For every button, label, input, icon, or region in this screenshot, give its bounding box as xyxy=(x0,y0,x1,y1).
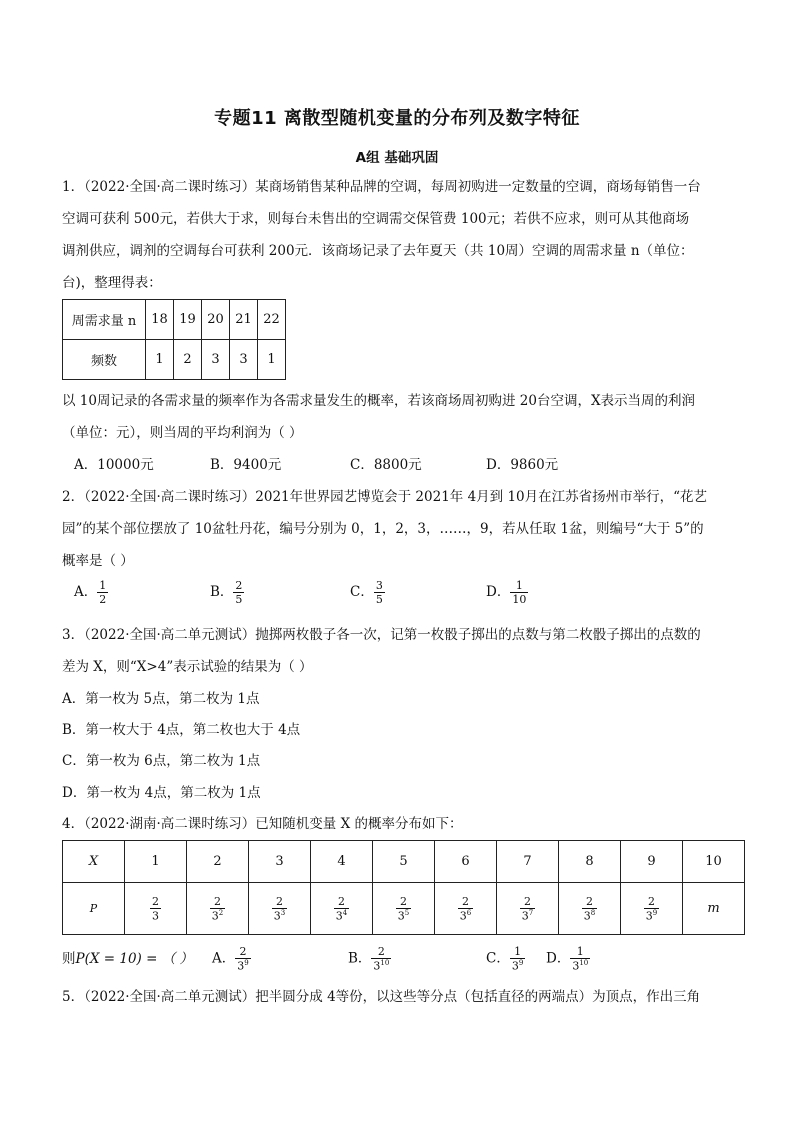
option-b: B．9400元 xyxy=(210,457,282,473)
fraction-denominator: 5 xyxy=(375,593,383,606)
q2-options xyxy=(74,580,714,614)
power-base: 3 xyxy=(273,909,281,923)
power-exponent: 8 xyxy=(590,908,596,917)
fraction-numerator: 2 xyxy=(586,894,593,908)
table-cell: 8 xyxy=(559,841,621,883)
fraction-denominator xyxy=(520,908,535,922)
fraction xyxy=(233,580,244,605)
fraction xyxy=(458,896,473,922)
q2-line: 2．（2022·全国·高二课时练习）2021年世界园艺博览会于 2021年 4月到 10月在江苏省扬州市举行，“花艺 xyxy=(62,489,708,505)
table-cell: 3 xyxy=(230,340,258,380)
power-base: 3 xyxy=(237,959,245,973)
fraction-denominator xyxy=(334,908,349,922)
q2-line: 园”的某个部位摆放了 10盆牡丹花，编号分别为 0，1，2，3，……，9，若从任取 1盆，则编号“大于 5”的 xyxy=(62,521,704,537)
power-exponent: 6 xyxy=(466,908,472,917)
table-cell: 18 xyxy=(146,300,174,340)
fraction xyxy=(97,580,108,605)
q1-line: 1．（2022·全国·高二课时练习）某商场销售某种品牌的空调，每周初购进一定数量的空调，商场每销售一台 xyxy=(62,179,701,195)
q2-line: 概率是（ ） xyxy=(62,553,134,569)
fraction-numerator: 2 xyxy=(377,945,385,958)
power-exponent: 4 xyxy=(342,908,348,917)
fraction-denominator: 10 xyxy=(512,593,527,606)
fraction-numerator: 2 xyxy=(152,894,159,908)
fraction-numerator: 1 xyxy=(576,945,584,958)
fraction xyxy=(510,580,528,605)
fraction-denominator xyxy=(150,908,161,922)
fraction xyxy=(520,896,535,922)
option-a: A．10000元 xyxy=(74,457,154,473)
table-row xyxy=(63,300,286,340)
fraction-numerator: 2 xyxy=(214,894,221,908)
power-base: 3 xyxy=(459,909,467,923)
table-cell: 1 xyxy=(146,340,174,380)
table-cell xyxy=(621,883,683,935)
table-cell: 22 xyxy=(258,300,286,340)
q1-line: 调剂供应，调剂的空调每台可获利 200元．该商场记录了去年夏天（共 10周）空调的周需求量 n（单位： xyxy=(62,243,694,259)
table-header-cell: 周需求量 n xyxy=(63,300,146,340)
fraction-numerator: 2 xyxy=(239,945,247,958)
table-cell: 9 xyxy=(621,841,683,883)
table-cell: 20 xyxy=(202,300,230,340)
fraction-numerator: 2 xyxy=(338,894,345,908)
q1-line: 台)，整理得表： xyxy=(62,275,162,291)
table-cell: 4 xyxy=(311,841,373,883)
power-base: 3 xyxy=(152,909,159,923)
q3-option-d: D．第一枚为 4点，第二枚为 1点 xyxy=(62,785,261,801)
fraction-denominator xyxy=(235,958,250,972)
power-base: 3 xyxy=(645,909,653,923)
table-cell: 6 xyxy=(435,841,497,883)
q1-demand-table xyxy=(62,299,286,380)
table-cell: 3 xyxy=(202,340,230,380)
table-row xyxy=(63,340,286,380)
fraction-denominator xyxy=(582,908,597,922)
fraction-numerator: 3 xyxy=(375,579,383,592)
table-cell: 7 xyxy=(497,841,559,883)
q4-question xyxy=(62,950,193,968)
option-label: D． xyxy=(486,584,511,600)
q4-intro: 4．（2022·湖南·高二课时练习）已知随机变量 X 的概率分布如下： xyxy=(62,816,463,832)
fraction xyxy=(150,896,161,922)
table-cell: 3 xyxy=(249,841,311,883)
option-b xyxy=(348,946,391,972)
table-cell: 1 xyxy=(125,841,187,883)
option-c: C．8800元 xyxy=(350,457,422,473)
option-a xyxy=(74,580,108,605)
q3-option-a: A．第一枚为 5点，第二枚为 1点 xyxy=(62,691,260,707)
power-exponent: 3 xyxy=(280,908,286,917)
fraction xyxy=(272,896,287,922)
table-cell xyxy=(559,883,621,935)
table-cell xyxy=(187,883,249,935)
fraction xyxy=(582,896,597,922)
option-c xyxy=(486,946,525,972)
table-header-cell: 频数 xyxy=(63,340,146,380)
option-b xyxy=(210,580,244,605)
fraction-denominator xyxy=(570,958,590,972)
fraction xyxy=(334,896,349,922)
option-a xyxy=(212,946,251,972)
fraction-numerator: 2 xyxy=(648,894,655,908)
table-cell xyxy=(311,883,373,935)
q3-option-b: B．第一枚大于 4点，第二枚也大于 4点 xyxy=(62,722,301,738)
option-label: C． xyxy=(350,584,374,600)
option-c xyxy=(350,580,385,605)
q3-option-c: C．第一枚为 6点，第二枚为 1点 xyxy=(62,753,261,769)
fraction-numerator: 2 xyxy=(462,894,469,908)
table-cell xyxy=(435,883,497,935)
table-cell xyxy=(249,883,311,935)
fraction-denominator: 2 xyxy=(99,593,107,606)
table-cell: 5 xyxy=(373,841,435,883)
table-row xyxy=(63,841,745,883)
option-d: D．9860元 xyxy=(486,457,559,473)
power-base: 3 xyxy=(211,909,219,923)
q3-line: 3．（2022·全国·高二单元测试）抛掷两枚骰子各一次，记第一枚骰子掷出的点数与第二枚骰子掷出的点数的 xyxy=(62,627,701,643)
option-d xyxy=(486,580,528,605)
power-base: 3 xyxy=(572,959,580,973)
table-header-cell: X xyxy=(63,841,125,883)
fraction-numerator: 2 xyxy=(400,894,407,908)
fraction xyxy=(371,946,391,972)
fraction xyxy=(570,946,590,972)
section-heading: A组 基础巩固 xyxy=(355,150,439,166)
power-base: 3 xyxy=(511,959,519,973)
power-base: 3 xyxy=(583,909,591,923)
table-header-cell: P xyxy=(63,883,125,935)
fraction-denominator xyxy=(396,908,411,922)
fraction-denominator xyxy=(510,958,525,972)
power-exponent: 5 xyxy=(404,908,410,917)
fraction xyxy=(374,580,385,605)
fraction-numerator: 1 xyxy=(515,579,523,592)
power-base: 3 xyxy=(335,909,343,923)
q1-line: 以 10周记录的各需求量的频率作为各需求量发生的概率，若该商场周初购进 20台空调，X表示当周的利润 xyxy=(62,393,696,409)
q4-question-line xyxy=(62,946,742,976)
fraction-denominator xyxy=(371,958,391,972)
fraction-denominator xyxy=(458,908,473,922)
power-base: 3 xyxy=(521,909,529,923)
q4-distribution-table xyxy=(62,840,745,935)
power-base: 3 xyxy=(397,909,405,923)
question-prefix: 则 xyxy=(62,951,76,967)
power-exponent: 10 xyxy=(579,959,589,967)
power-exponent: 7 xyxy=(528,908,534,917)
table-cell: 2 xyxy=(187,841,249,883)
table-cell xyxy=(373,883,435,935)
fraction xyxy=(510,946,525,972)
table-cell: 10 xyxy=(683,841,745,883)
question-expression: P(X = 10) = （ ） xyxy=(75,951,193,967)
q1-line: （单位：元），则当周的平均利润为（ ） xyxy=(62,425,303,441)
page-title: 专题11 离散型随机变量的分布列及数字特征 xyxy=(214,108,580,129)
fraction xyxy=(235,946,250,972)
power-exponent: 2 xyxy=(218,908,224,917)
option-label: A． xyxy=(74,584,98,600)
fraction xyxy=(396,896,411,922)
table-cell: 1 xyxy=(258,340,286,380)
fraction-denominator xyxy=(272,908,287,922)
table-cell: 21 xyxy=(230,300,258,340)
table-cell: 19 xyxy=(174,300,202,340)
fraction-numerator: 2 xyxy=(235,579,243,592)
power-exponent: 9 xyxy=(244,959,249,967)
q5-line: 5．（2022·全国·高二单元测试）把半圆分成 4等份，以这些等分点（包括直径的两端点）为顶点，作出三角 xyxy=(62,989,701,1005)
power-exponent: 9 xyxy=(652,908,658,917)
fraction-numerator: 2 xyxy=(276,894,283,908)
fraction-numerator: 1 xyxy=(99,579,107,592)
fraction-numerator: 2 xyxy=(524,894,531,908)
fraction-numerator: 1 xyxy=(514,945,522,958)
option-d xyxy=(546,946,590,972)
table-cell xyxy=(497,883,559,935)
fraction xyxy=(210,896,225,922)
option-label: D． xyxy=(546,950,571,967)
option-label: A． xyxy=(212,950,236,967)
power-exponent: 10 xyxy=(380,959,390,967)
power-base: 3 xyxy=(373,959,381,973)
table-row xyxy=(63,883,745,935)
q1-line: 空调可获利 500元，若供大于求，则每台未售出的空调需交保管费 100元；若供不应求，则可从其他商场 xyxy=(62,211,690,227)
table-cell: m xyxy=(683,883,745,935)
table-cell xyxy=(125,883,187,935)
fraction-denominator: 5 xyxy=(235,593,243,606)
fraction xyxy=(644,896,659,922)
q3-line: 差为 X，则“X>4”表示试验的结果为（ ） xyxy=(62,659,313,675)
option-label: B． xyxy=(210,584,234,600)
table-cell: 2 xyxy=(174,340,202,380)
fraction-denominator xyxy=(644,908,659,922)
option-label: C． xyxy=(486,950,510,967)
power-exponent: 9 xyxy=(518,959,524,967)
fraction-denominator xyxy=(210,908,225,922)
option-label: B． xyxy=(348,950,372,967)
